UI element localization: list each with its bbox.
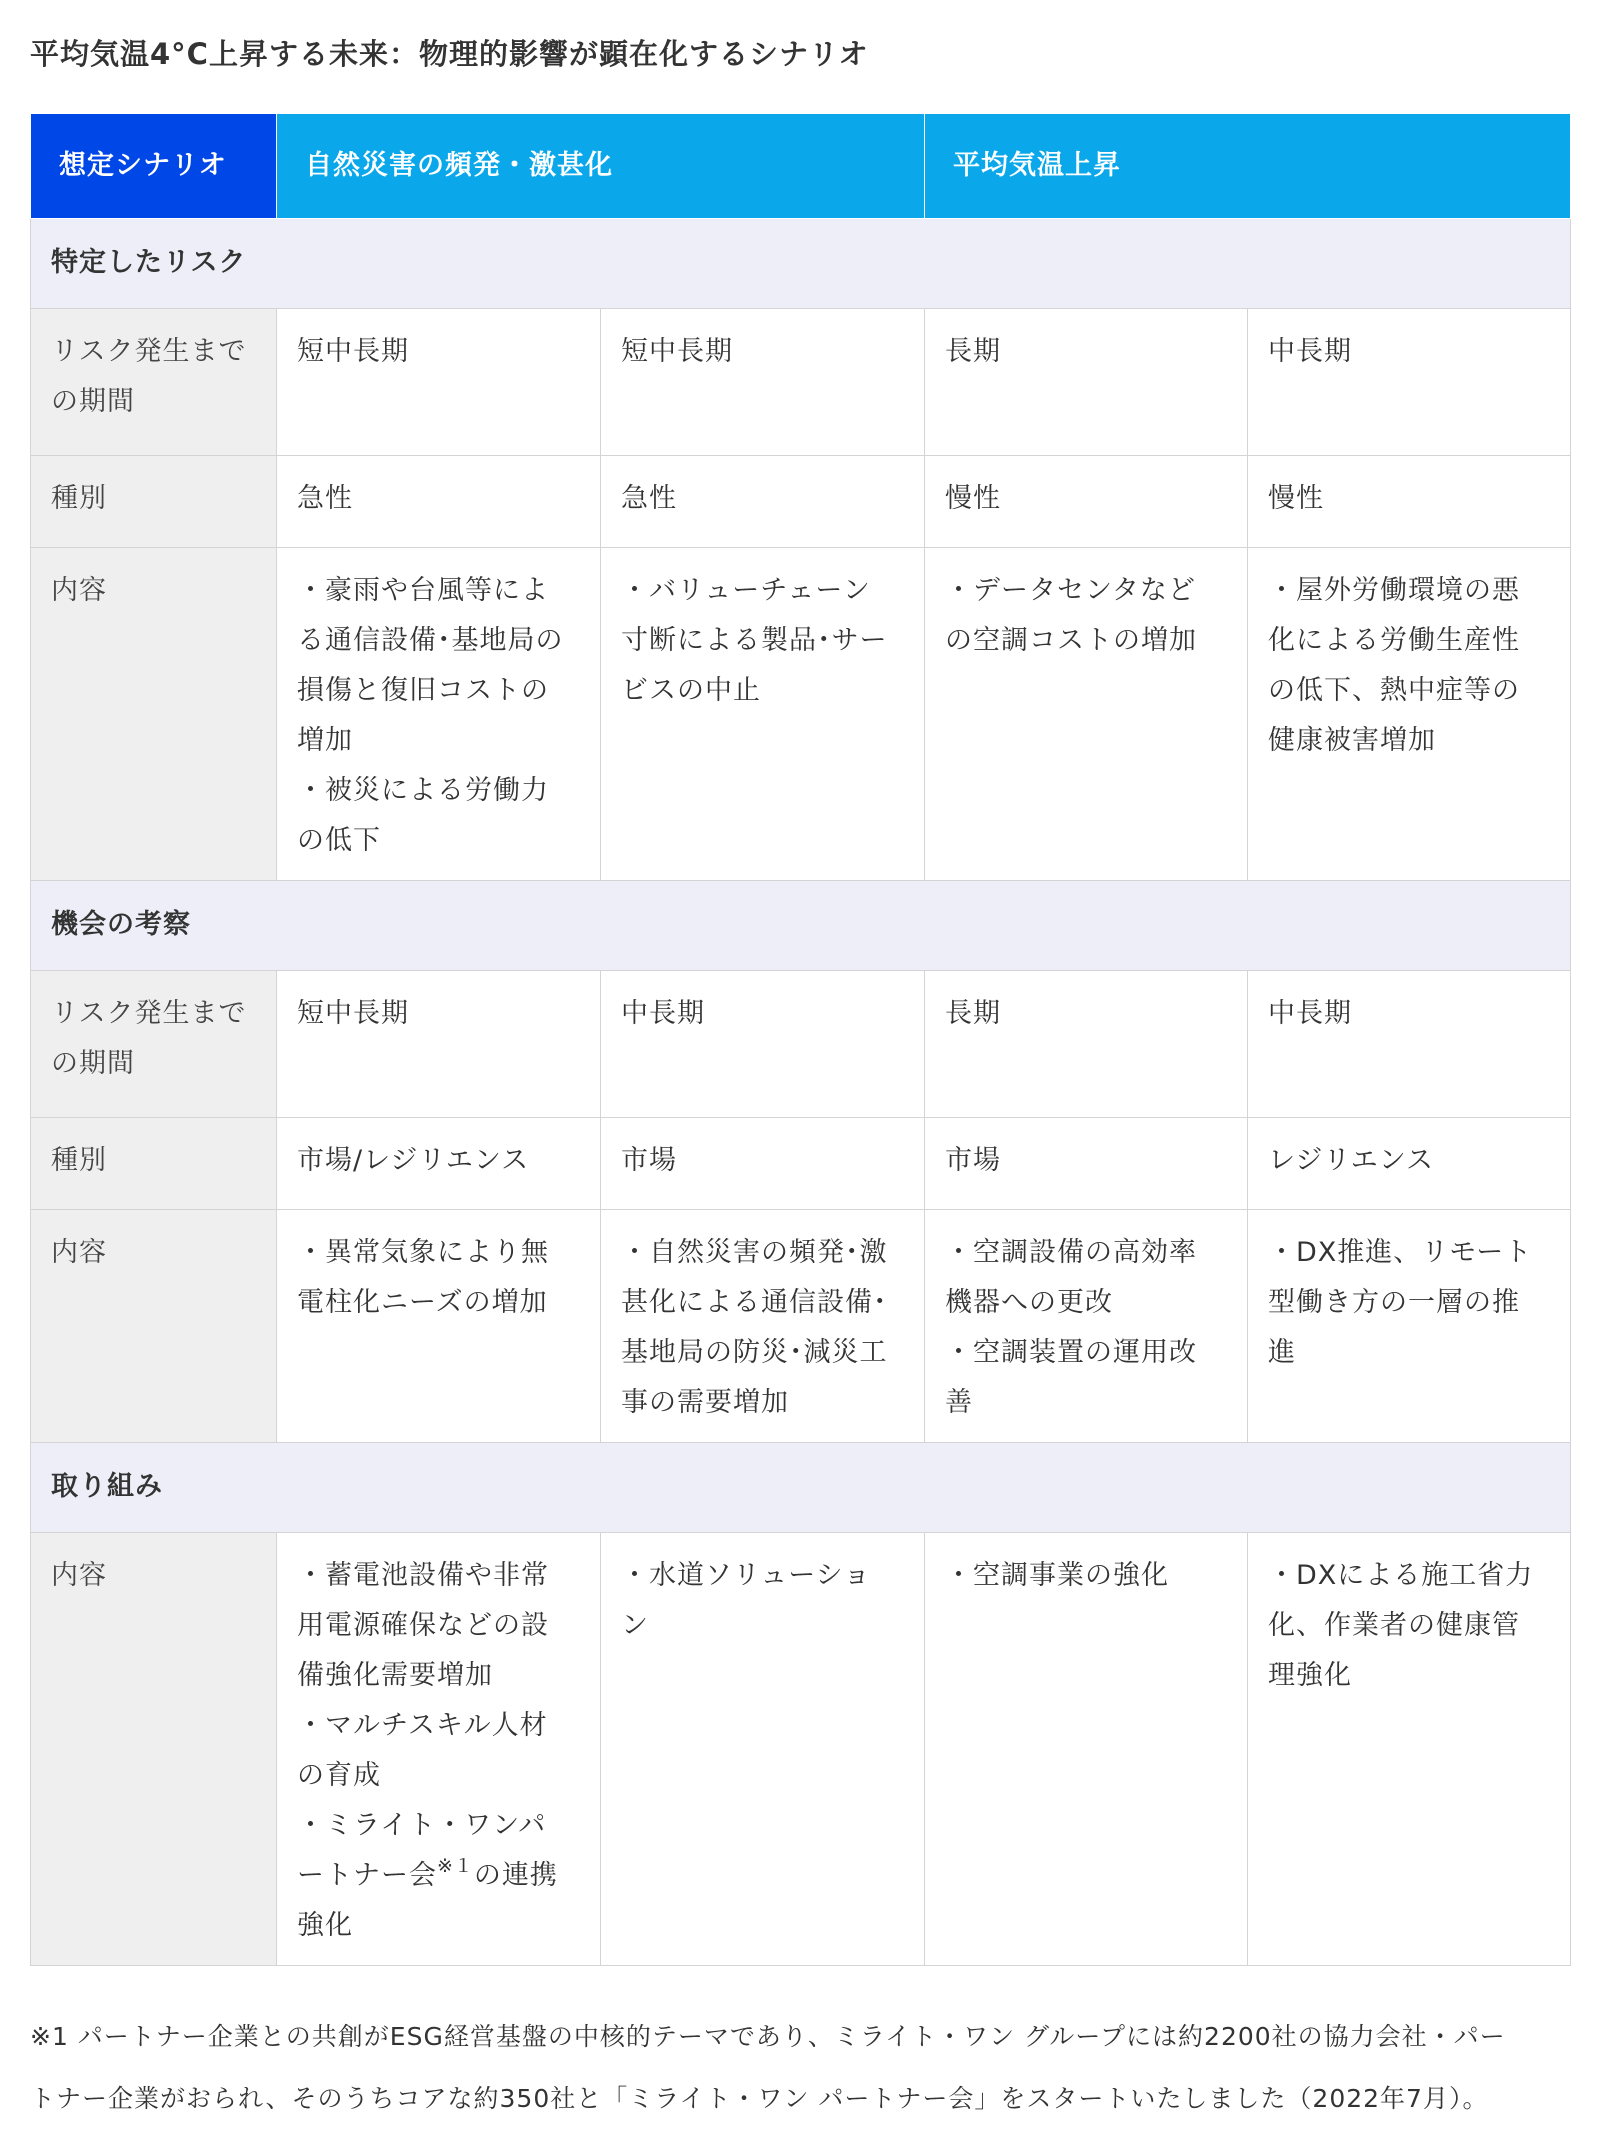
cell-line: 型働き方の一層の推 bbox=[1268, 1286, 1520, 1318]
cell-line: 備強化需要増加 bbox=[297, 1659, 493, 1691]
table-row bbox=[31, 1532, 1571, 1965]
partner-suffix: の連携 bbox=[473, 1859, 558, 1891]
partner-prefix: ートナー会 bbox=[297, 1859, 437, 1891]
cell-line: ・空調事業の強化 bbox=[945, 1559, 1169, 1591]
opportunity-content-cell bbox=[925, 1209, 1248, 1442]
cell-line: 電柱化ニーズの増加 bbox=[297, 1286, 548, 1318]
section-title-risk: 特定したリスク bbox=[31, 218, 1571, 308]
footnote bbox=[30, 2006, 1570, 2130]
section-row-risk bbox=[31, 218, 1571, 308]
cell-line: 善 bbox=[945, 1386, 973, 1418]
action-content-cell bbox=[601, 1532, 925, 1965]
header-temperature: 平均気温上昇 bbox=[925, 114, 1571, 218]
risk-type-cell: 慢性 bbox=[1248, 455, 1571, 547]
table-row bbox=[31, 308, 1571, 455]
cell-line: 用電源確保などの設 bbox=[297, 1609, 549, 1641]
cell-line: 健康被害増加 bbox=[1268, 724, 1436, 756]
row-label-period-line: リスク発生まで bbox=[51, 997, 247, 1029]
cell-line: ・蓄電池設備や非常 bbox=[297, 1559, 549, 1591]
section-title-opportunity: 機会の考察 bbox=[31, 880, 1571, 970]
cell-line: の低下、熱中症等の bbox=[1268, 674, 1520, 706]
section-row-action bbox=[31, 1442, 1571, 1532]
cell-line: 強化 bbox=[297, 1909, 353, 1941]
cell-line: の育成 bbox=[297, 1759, 381, 1791]
risk-period-cell: 中長期 bbox=[1248, 308, 1571, 455]
row-label-period-line: の期間 bbox=[51, 385, 135, 417]
header-scenario-label: 想定シナリオ bbox=[31, 114, 277, 218]
risk-type-cell: 慢性 bbox=[925, 455, 1248, 547]
cell-line: ・豪雨や台風等によ bbox=[297, 574, 549, 606]
footnote-line: トナー企業がおられ、そのうちコアな約350社と「ミライト・ワン パートナー会」をスタートいたしました（2022年7月）。 bbox=[30, 2083, 1489, 2113]
row-label-period bbox=[31, 308, 277, 455]
row-label-content: 内容 bbox=[31, 547, 277, 880]
cell-line: 化、作業者の健康管 bbox=[1268, 1609, 1520, 1641]
scenario-table bbox=[30, 114, 1571, 1966]
cell-line: ・データセンタなど bbox=[945, 574, 1196, 606]
risk-type-cell: 急性 bbox=[277, 455, 601, 547]
cell-line: ・ミライト・ワンパ bbox=[297, 1809, 547, 1841]
risk-content-cell bbox=[925, 547, 1248, 880]
opportunity-period-cell: 長期 bbox=[925, 970, 1248, 1117]
cell-line: ・DXによる施工省力 bbox=[1268, 1559, 1534, 1591]
page-title: 平均気温4°C上昇する未来：物理的影響が顕在化するシナリオ bbox=[30, 37, 869, 71]
action-content-cell bbox=[1248, 1532, 1571, 1965]
opportunity-period-cell: 中長期 bbox=[1248, 970, 1571, 1117]
header-disaster: 自然災害の頻発・激甚化 bbox=[277, 114, 925, 218]
table-header-row bbox=[31, 114, 1571, 218]
opportunity-type-cell: レジリエンス bbox=[1248, 1117, 1571, 1209]
cell-line: 増加 bbox=[297, 724, 353, 756]
cell-line: ・空調設備の高効率 bbox=[945, 1236, 1197, 1268]
opportunity-content-cell bbox=[601, 1209, 925, 1442]
section-title-action: 取り組み bbox=[31, 1442, 1571, 1532]
risk-type-cell: 急性 bbox=[601, 455, 925, 547]
table-row bbox=[31, 1209, 1571, 1442]
cell-line: ン bbox=[621, 1609, 649, 1641]
cell-line: 機器への更改 bbox=[945, 1286, 1113, 1318]
opportunity-content-cell bbox=[277, 1209, 601, 1442]
row-label-period-line: リスク発生まで bbox=[51, 335, 247, 367]
row-label-type: 種別 bbox=[31, 1117, 277, 1209]
cell-line: ・異常気象により無 bbox=[297, 1236, 549, 1268]
cell-line: 理強化 bbox=[1268, 1659, 1352, 1691]
footnote-line: ※1 パートナー企業との共創がESG経営基盤の中核的テーマであり、ミライト・ワン グループには約2200社の協力会社・パー bbox=[30, 2021, 1506, 2051]
cell-line: ・バリューチェーン bbox=[621, 574, 871, 606]
row-label-type: 種別 bbox=[31, 455, 277, 547]
table-row bbox=[31, 455, 1571, 547]
opportunity-period-cell: 短中長期 bbox=[277, 970, 601, 1117]
footnote-reference[interactable]: ※１ bbox=[437, 1854, 474, 1877]
row-label-period bbox=[31, 970, 277, 1117]
risk-content-cell bbox=[1248, 547, 1571, 880]
table-row bbox=[31, 970, 1571, 1117]
risk-period-cell: 短中長期 bbox=[277, 308, 601, 455]
opportunity-content-cell bbox=[1248, 1209, 1571, 1442]
cell-line: ・空調装置の運用改 bbox=[945, 1336, 1197, 1368]
risk-period-cell: 長期 bbox=[925, 308, 1248, 455]
cell-line: の低下 bbox=[297, 824, 381, 856]
action-content-cell bbox=[925, 1532, 1248, 1965]
cell-line: ・マルチスキル人材 bbox=[297, 1709, 548, 1741]
cell-line: 事の需要増加 bbox=[621, 1386, 789, 1418]
opportunity-type-cell: 市場 bbox=[601, 1117, 925, 1209]
table-row bbox=[31, 547, 1571, 880]
cell-line: ・水道ソリューショ bbox=[621, 1559, 872, 1591]
table-row bbox=[31, 1117, 1571, 1209]
cell-line: 甚化による通信設備･ bbox=[621, 1286, 888, 1318]
cell-line: 基地局の防災･減災工 bbox=[621, 1336, 888, 1368]
row-label-content: 内容 bbox=[31, 1209, 277, 1442]
opportunity-period-cell: 中長期 bbox=[601, 970, 925, 1117]
risk-content-cell bbox=[277, 547, 601, 880]
cell-line: 損傷と復旧コストの bbox=[297, 674, 549, 706]
cell-line: 寸断による製品･サー bbox=[621, 624, 888, 656]
opportunity-type-cell: 市場/レジリエンス bbox=[277, 1117, 601, 1209]
action-content-cell bbox=[277, 1532, 601, 1965]
cell-line-with-footnote-ref bbox=[297, 1851, 580, 1901]
cell-line: 化による労働生産性 bbox=[1268, 624, 1520, 656]
opportunity-type-cell: 市場 bbox=[925, 1117, 1248, 1209]
cell-line: る通信設備･基地局の bbox=[297, 624, 564, 656]
cell-line: ・屋外労働環境の悪 bbox=[1268, 574, 1520, 606]
cell-line: 進 bbox=[1268, 1336, 1296, 1368]
row-label-content: 内容 bbox=[31, 1532, 277, 1965]
cell-line: ビスの中止 bbox=[621, 674, 761, 706]
cell-line: ・DX推進、リモート bbox=[1268, 1236, 1533, 1268]
section-row-opportunity bbox=[31, 880, 1571, 970]
row-label-period-line: の期間 bbox=[51, 1047, 135, 1079]
cell-line: の空調コストの増加 bbox=[945, 624, 1197, 656]
cell-line: ・被災による労働力 bbox=[297, 774, 549, 806]
cell-line: ・自然災害の頻発･激 bbox=[621, 1236, 888, 1268]
risk-content-cell bbox=[601, 547, 925, 880]
risk-period-cell: 短中長期 bbox=[601, 308, 925, 455]
